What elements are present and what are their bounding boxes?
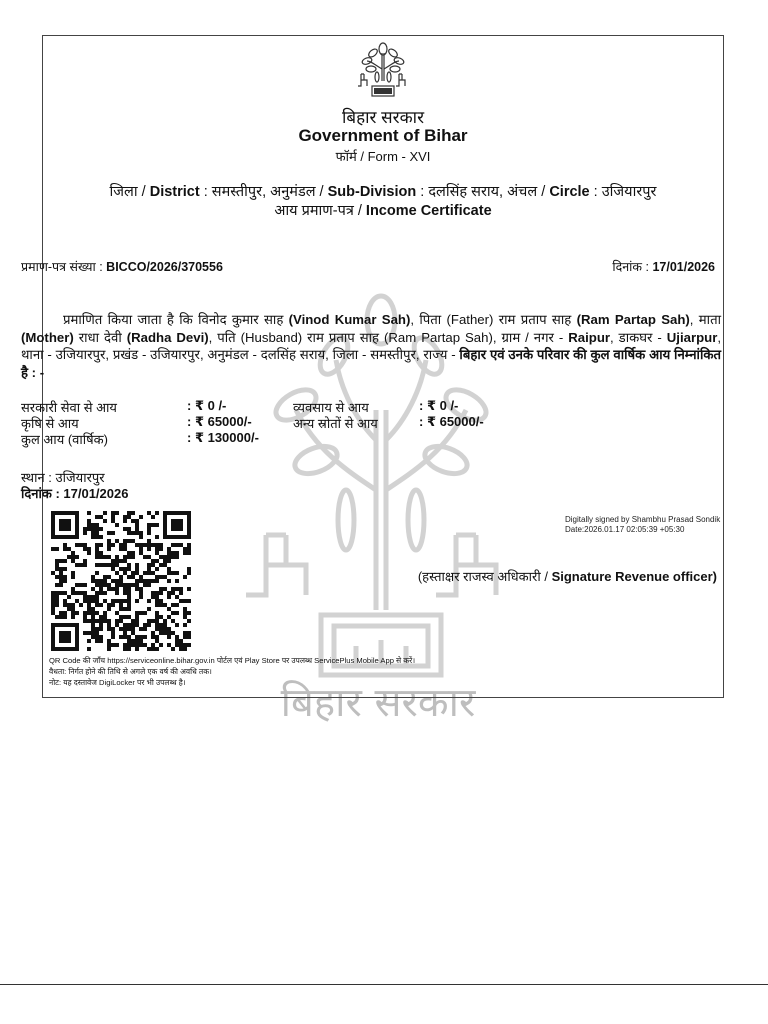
certificate-frame [21,35,724,698]
other-income-value: : ₹ 65000/- [419,414,484,429]
certificate-body: प्रमाणित किया जाता है कि विनोद कुमार साह (Vinod Kumar Sah), पिता (Father) राम प्रताप साह (Ram Partap Sah), माता (Mother) राधा देवी (Radha Devi), पति (Husband) राम प्रताप साह (Ram Partap Sah), ग्राम / नगर - Raipur, डाकघर - Ujiarpur, थाना - उजियारपुर, प्रखंड - उजियारपुर, अनुमंडल - दलसिंह सराय, जिला - समस्तीपुर, राज्य - बिहार एवं उनके परिवार की कुल वार्षिक आय निम्नांकित है : - [21,312,722,380]
signature-role: (हस्ताक्षर राजस्व अधिकारी / Signature Revenue officer) [417,569,717,584]
header-hindi-title: बिहार सरकार [341,108,425,127]
form-number: फॉर्म / Form - XVI [335,149,431,164]
bihar-bodhi-tree-emblem-icon [353,41,413,101]
footer-digilocker-note: नोट: यह दस्तावेज DigiLocker पर भी उपलब्ध है। [49,678,186,687]
place-date: दिनांक : 17/01/2026 [21,486,129,501]
business-label: व्यवसाय से आय [293,400,369,415]
issue-date: दिनांक : 17/01/2026 [612,260,715,274]
certificate-number: प्रमाण-पत्र संख्या : BICCO/2026/370556 [21,260,223,274]
total-income-label: कुल आय (वार्षिक) [21,432,108,447]
govt-service-label: सरकारी सेवा से आय [21,400,117,415]
business-value: : ₹ 0 /- [419,398,459,413]
other-income-label: अन्य स्रोतों से आय [293,416,378,431]
watermark-text: बिहार सरकार [280,680,476,726]
govt-service-value: : ₹ 0 /- [187,398,227,413]
agriculture-label: कृषि से आय [21,416,79,431]
digital-signature: Digitally signed by Shambhu Prasad Sondik Date:2026.01.17 02:05:39 +05:30 [565,515,721,534]
agriculture-value: : ₹ 65000/- [187,414,252,429]
page-bottom-rule [0,984,768,985]
footer-qr-note: QR Code की जाँच https://serviceonline.bihar.gov.in पोर्टल एवं Play Store पर उपलब्ध ServicePlus Mobile App से करें। [49,656,416,665]
footer-validity-note: वैधता: निर्गत होने की तिथि से अगले एक वर्ष की अवधि तक। [49,667,212,676]
qr-code-icon [51,511,191,651]
place: स्थान : उजियारपुर [21,470,105,485]
header-english-title: Government of Bihar [298,126,468,145]
location-line: जिला / District : समस्तीपुर, अनुमंडल / Sub-Division : दलसिंह सराय, अंचल / Circle : उजियारपुर [109,184,657,200]
certificate-title: आय प्रमाण-पत्र / Income Certificate [274,203,492,219]
total-income-value: : ₹ 130000/- [187,430,259,445]
